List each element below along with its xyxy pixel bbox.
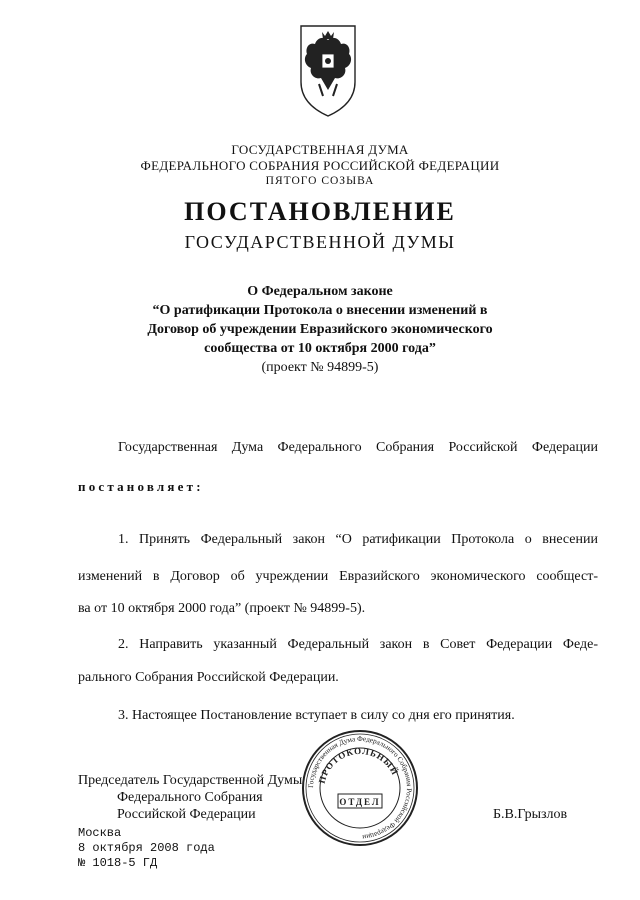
- item-2-line-1: 2. Направить указанный Федеральный закон в Совет Федерации Феде-: [118, 637, 598, 652]
- item-3: 3. Настоящее Постановление вступает в силу со дня его принятия.: [118, 708, 515, 723]
- subject-line-3: Договор об учреждении Евразийского экономического: [147, 322, 493, 337]
- stamp-inner-top: ПРОТОКОЛЬНЫЙ: [316, 745, 401, 785]
- item-2-line-2: рального Собрания Российской Федерации.: [78, 670, 339, 685]
- signatory-name: Б.В.Грызлов: [493, 807, 568, 822]
- signatory-title-line-2: Федерального Собрания: [117, 790, 263, 805]
- project-number: (проект № 94899-5): [261, 360, 379, 375]
- convocation: ПЯТОГО СОЗЫВА: [265, 175, 375, 187]
- item-1-line-3: ва от 10 октября 2000 года” (проект № 94899-5).: [78, 601, 366, 616]
- stamp-inner-bottom: ОТДЕЛ: [339, 797, 381, 807]
- footer-date: 8 октября 2008 года: [78, 841, 215, 855]
- footer-number: № 1018-5 ГД: [78, 856, 158, 870]
- subject-line-2: “О ратификации Протокола о внесении изменений в: [152, 303, 488, 318]
- subject-line-4: сообщества от 10 октября 2000 года”: [204, 341, 436, 356]
- item-1-line-2: изменений в Договор об учреждении Евразийского экономического сообщест-: [78, 569, 598, 584]
- item-1-line-1: 1. Принять Федеральный закон “О ратификации Протокола о внесении: [118, 532, 598, 547]
- official-stamp: [300, 728, 420, 848]
- signatory-title-line-3: Российской Федерации: [117, 807, 256, 822]
- document-title: ПОСТАНОВЛЕНИЕ: [184, 197, 456, 226]
- intro-paragraph: Государственная Дума Федерального Собрания Российской Федерации: [118, 440, 598, 455]
- org-name-line-1: ГОСУДАРСТВЕННАЯ ДУМА: [231, 142, 409, 157]
- document-subtitle: ГОСУДАРСТВЕННОЙ ДУМЫ: [184, 232, 456, 252]
- coat-of-arms-icon: [295, 22, 361, 120]
- stamp-outer-text: Государственная Дума Федерального Собрания Российской Федерации: [306, 734, 414, 841]
- signatory-title-line-1: Председатель Государственной Думы: [78, 773, 303, 788]
- org-name-line-2: ФЕДЕРАЛЬНОГО СОБРАНИЯ РОССИЙСКОЙ ФЕДЕРАЦИИ: [140, 158, 500, 173]
- footer-city: Москва: [78, 826, 122, 840]
- decree-word: постановляет:: [78, 479, 204, 494]
- subject-line-1: О Федеральном законе: [247, 284, 393, 299]
